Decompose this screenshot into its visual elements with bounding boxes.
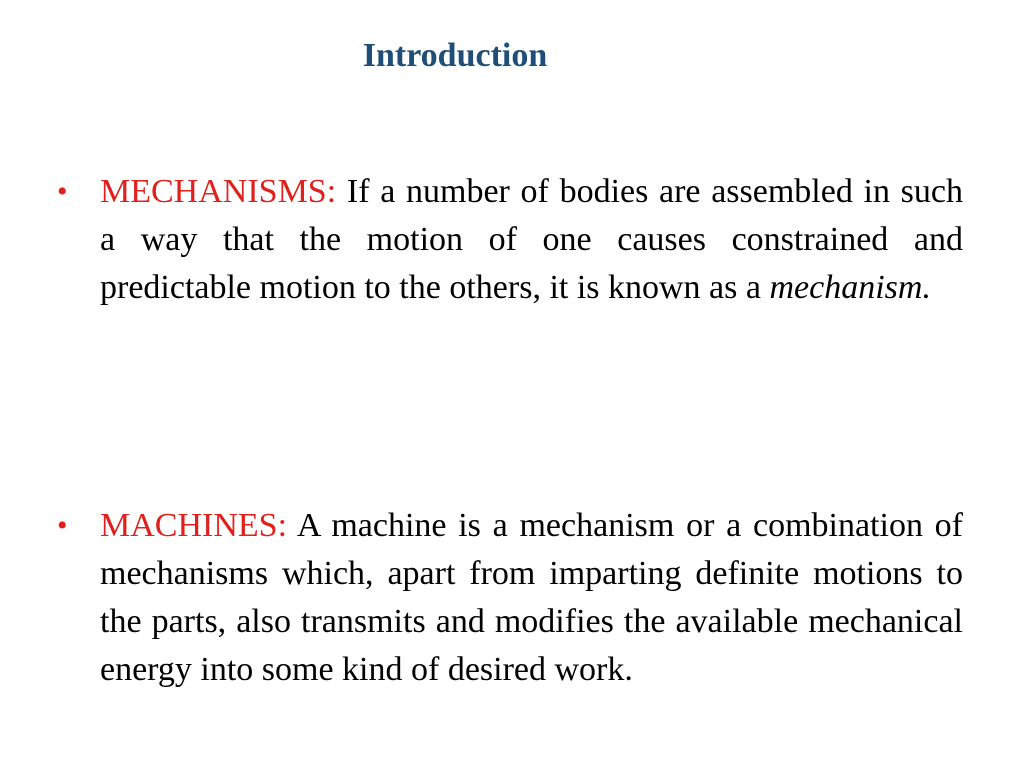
bullet-machines — [57, 502, 963, 694]
bullet-mechanisms — [57, 168, 963, 312]
term-label: MACHINES: — [100, 507, 288, 544]
bullet-dot-icon: • — [57, 509, 68, 542]
bullet-text — [100, 502, 963, 694]
term-label: MECHANISMS: — [100, 173, 337, 210]
slide-title: Introduction — [362, 37, 548, 74]
definition-text: If a number of bodies are assembled in such a way that the motion of one causes constrained and predictable motion to the others, it is known as a — [100, 173, 964, 306]
bullet-text — [100, 168, 963, 312]
emphasis-text: mechanism. — [769, 269, 931, 306]
bullet-dot-icon: • — [57, 175, 68, 208]
definition-text: A machine is a mechanism or a combination of mechanisms which, apart from imparting definite motions to the parts, also transmits and modifies the available mechanical energy into some kind of desired work. — [100, 507, 964, 688]
